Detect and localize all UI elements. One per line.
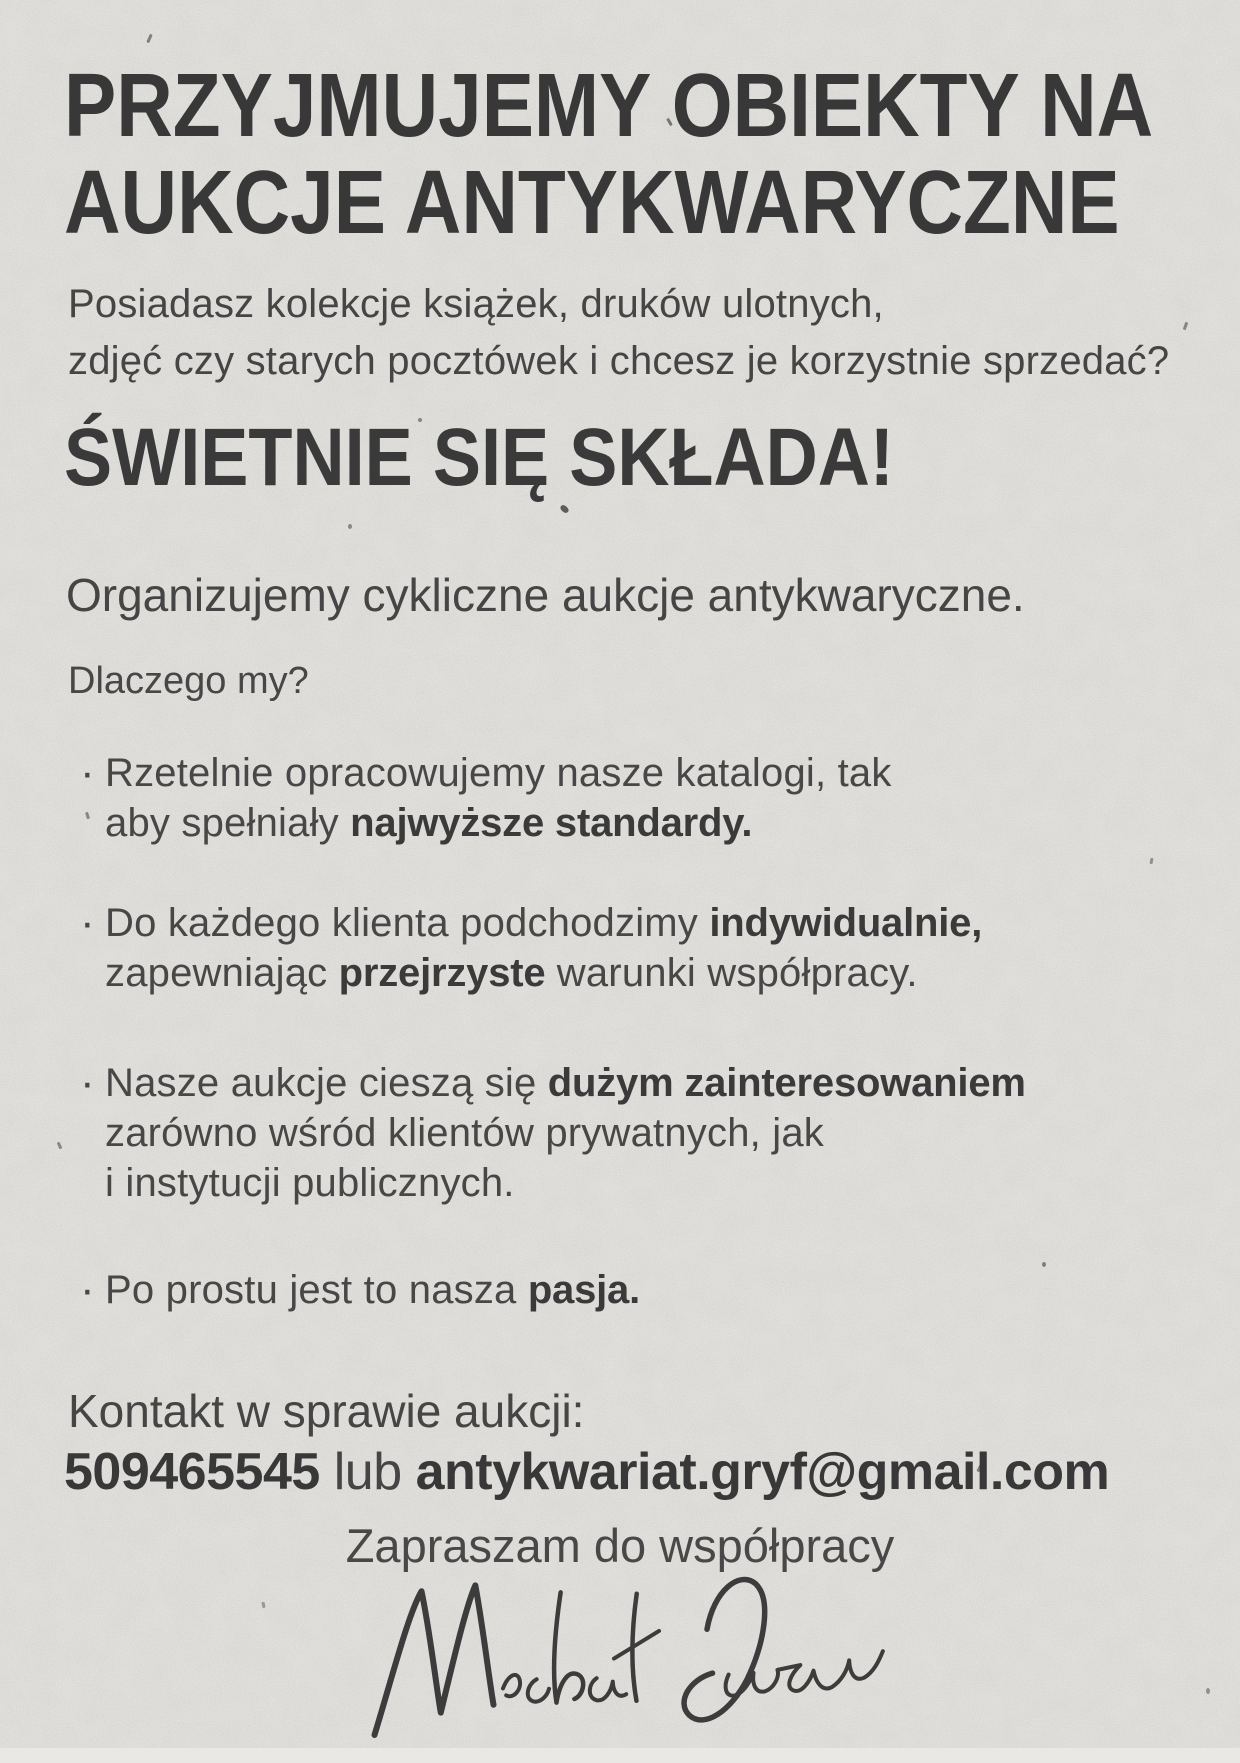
bullet-line [105,1058,1140,1108]
bullet-item [80,1058,1140,1208]
contact-label: Kontakt w sprawie aukcji: [68,1385,585,1437]
headline [64,412,1007,504]
contact-line [64,1440,1109,1504]
bullet-line [105,898,1140,948]
bullet-line [105,798,1140,848]
plain-text: warunki współpracy. [545,951,918,995]
bullet-marker: · [80,898,95,947]
emphasized-text: najwyższe standardy. [350,801,753,845]
title-line-2: AUKCJE ANTYKWARYCZNE [64,153,1120,253]
why-us-question: Dlaczego my? [68,660,309,702]
intro-paragraph [68,276,1169,390]
closing-invitation: Zapraszam do współpracy [345,1519,895,1572]
emphasized-text: indywidualnie, [709,901,983,945]
bullet-item [80,748,1140,848]
bullet-item [80,1265,1140,1315]
bullet-line [105,748,1140,798]
bullet-item [80,898,1140,998]
contact-conjunction: lub [319,1443,416,1501]
intro-line-2: zdjęć czy starych pocztówek i chcesz je korzystnie sprzedać? [68,339,1170,383]
bullet-text [105,898,1140,998]
plain-text: zapewniając [105,951,339,995]
bullet-text [105,748,1140,848]
title-line-1: PRZYJMUJEMY OBIEKTY NA [64,56,1154,156]
why-list [80,748,1140,1315]
emphasized-text: przejrzyste [338,951,546,995]
plain-text: Nasze aukcje cieszą się [105,1061,548,1105]
page-title [64,58,1240,252]
headline-text: ŚWIETNIE SIĘ SKŁADA! [64,412,894,503]
bullet-text [105,1058,1140,1208]
subheadline: Organizujemy cykliczne aukcje antykwaryczne. [66,569,1025,621]
plain-text: i instytucji publicznych. [105,1161,515,1205]
email-address: antykwariat.gryf@gmail.com [415,1443,1110,1501]
bullet-marker: · [80,1265,95,1314]
plain-text: zarówno wśród klientów prywatnych, jak [105,1111,825,1155]
bullet-line [105,1108,1140,1158]
bullet-text [105,1265,1140,1315]
bullet-marker: · [80,1058,95,1107]
intro-line-1: Posiadasz kolekcje książek, druków ulotnych, [68,282,884,326]
plain-text: Rzetelnie opracowujemy nasze katalogi, tak [105,751,892,795]
plain-text: Po prostu jest to nasza [105,1268,528,1312]
plain-text: Do każdego klienta podchodzimy [105,901,710,945]
handwritten-signature [357,1555,903,1763]
emphasized-text: dużym zainteresowaniem [547,1061,1026,1105]
emphasized-text: pasja. [527,1268,641,1312]
phone-number: 509465545 [64,1443,320,1501]
bullet-line [105,1158,1140,1208]
plain-text: aby spełniały [105,801,351,845]
bullet-marker: · [80,748,95,797]
bullet-line [105,1265,1140,1315]
bullet-line [105,948,1140,998]
